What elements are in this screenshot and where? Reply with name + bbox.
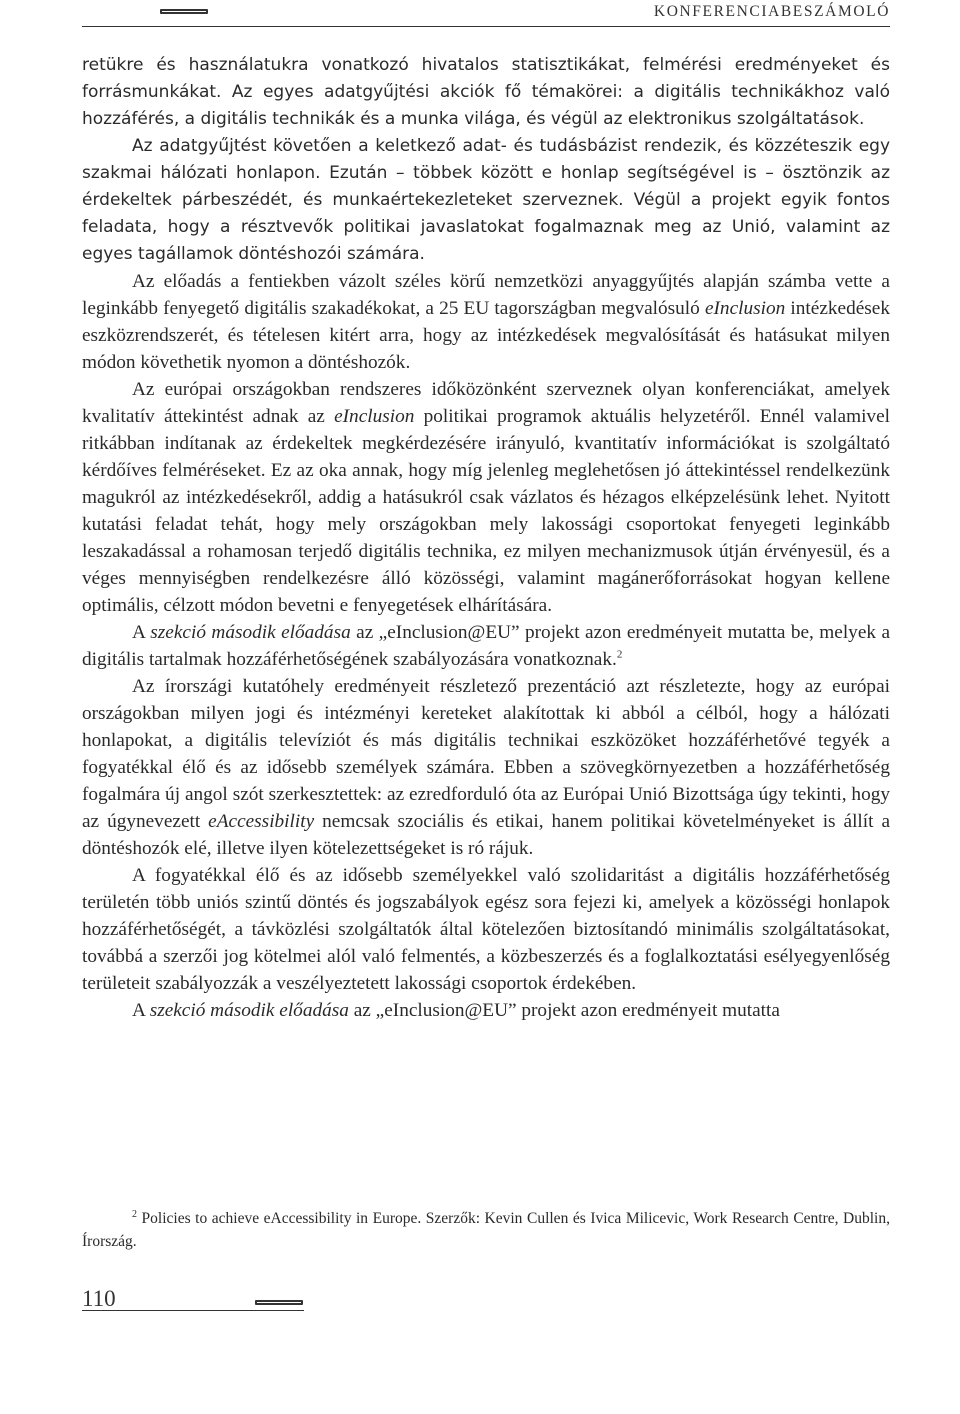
article-body [82, 52, 890, 1024]
header-ornament [160, 9, 208, 14]
footnote-reference: 2 [616, 648, 623, 661]
paragraph-8-italic: szekció második előadása [149, 1000, 349, 1021]
paragraph-3 [82, 268, 890, 376]
running-header-title: KONFERENCIABESZÁMOLÓ [653, 3, 890, 20]
paragraph-1: retükre és használatukra vonatkozó hivatalos statisztikákat, felmérési eredményeket és forrásmunkákat. Az egyes adatgyűjtési akciók fő témakörei: a digitális technikákhoz való hozzáférés, a digitális technikák és a munka világa, és végül az elektronikus szolgáltatások. [82, 55, 890, 129]
footer-ornament [255, 1300, 303, 1305]
paragraph-8-after: az „eInclusion@EU” projekt azon eredményeit mutatta [348, 1000, 780, 1021]
paragraph-4-italic: eInclusion [334, 406, 415, 427]
paragraph-8-before: A [132, 1000, 150, 1021]
paragraph-3-italic: eInclusion [704, 298, 786, 319]
paragraph-3-after: intézkedések eszközrendszerét, és tételesen kitért arra, hogy az intézkedések megvalósítását és hatásukat milyen módon követhetik nyomon a döntéshozók. [82, 298, 890, 373]
paragraph-3-before: Az előadás a fentiekben vázolt széles körű nemzetközi anyaggyűjtés alapján számba vette a leginkább fenyegető digitális szakadékokat, a 25 EU tagországban megvalósuló [82, 271, 890, 319]
paragraph-5-italic: szekció második előadása [150, 622, 351, 643]
paragraph-2: Az adatgyűjtést követően a keletkező adat- és tudásbázist rendezik, és közzéteszik egy szakmai hálózati honlapon. Ezután – többek között e honlap segítségével is – ösztönzik az érdekeltek párbeszédét, és munkaértekezleteket szerveznek. Végül a projekt egyik fontos feladata, hogy a résztvevők politikai javaslatokat fogalmaznak meg az Unió, valamint az egyes tagállamok döntéshozói számára. [82, 136, 890, 264]
paragraph-5-after: az „eInclusion@EU” projekt azon eredményeit mutatta be, melyek a digitális tartalmak hozzáférhetőségének szabályozására vonatkoznak. [82, 622, 890, 670]
paragraph-4 [82, 376, 890, 619]
paragraph-6-before: Az írországi kutatóhely eredményeit részletező prezentáció azt részletezte, hogy az európai országokban milyen jogi és intézményi kereteket alakítottak ki abból a célból, hogy a hálózati honlapokat, a digitális televíziót és más digitális technikai eszközöket hozzáférhetővé tegyék a fogyatékkal élő és az idősebb személyek számára. Ebben a szövegkörnyezetben a hozzáférhetőség fogalmára új angol szót szerkesztettek: az ezredforduló óta az Európai Unió Bizottsága úgy tekinti, hogy az úgynevezett [82, 676, 890, 832]
paragraph-4-after: politikai programok aktuális helyzetéről. Ennél valamivel ritkábban indítanak az érdekeltek megkérdezésére irányuló, kvantitatív információkat is szolgáltató kérdőíves felméréseket. Ez az oka annak, hogy míg jelenleg meglehetősen jó áttekintéssel rendelkezünk magukról az intézkedésekről, addig a hatásukról csak vázlatos és hézagos elképzelésünk lehet. Nyitott kutatási feladat tehát, hogy mely országokban mely lakossági csoportokat fenyegeti leginkább leszakadással a rohamosan terjedő digitális technika, ez milyen mechanizmusok útján érvényesül, és a véges mennyiségben rendelkezésre álló közösségi, valamint magánerőforrásokat hogyan kellene optimális, célzott módon bevetni e fenyegetések elhárítására. [82, 406, 890, 616]
paragraph-5-before: A [132, 622, 151, 643]
paragraph-4-before: Az európai országokban rendszeres időközönként szerveznek olyan konferenciákat, amelyek kvalitatív áttekintést adnak az [82, 379, 890, 427]
footnote-number: 2 [132, 1208, 137, 1220]
running-header [0, 0, 960, 40]
paragraph-6 [82, 673, 890, 862]
paragraph-6-after: nemcsak szociális és etikai, hanem politikai követelményeket is állít a döntéshozók elé, illetve ilyen kötelezettségeket is ró rájuk. [82, 811, 890, 859]
footnote-text: Policies to achieve eAccessibility in Europe. Szerzők: Kevin Cullen és Ivica Milicevic, Work Research Centre, Dublin, Írország. [82, 1210, 890, 1250]
footer-rule [82, 1310, 304, 1311]
paragraph-5 [82, 619, 890, 673]
header-rule [82, 26, 890, 27]
paragraph-6-italic: eAccessibility [208, 811, 315, 832]
footnote [82, 1207, 890, 1253]
paragraph-8 [82, 997, 890, 1024]
paragraph-7: A fogyatékkal élő és az idősebb személyekkel való szolidaritást a digitális hozzáférhetőség területén több uniós szintű döntés és jogszabályok egész sora fejezi ki, amelyek a közösségi honlapok hozzáférhetőségét, a távközlési szolgáltatók által kötelezően biztosítandó minimális szolgáltatásokat, továbbá a szerzői jog kötelmei alól való felmentés, a közbeszerzés és a foglalkoztatási esélyegyenlőség területeit szabályozzák a veszélyeztetett lakossági csoportok érdekében. [82, 865, 890, 994]
page-number: 110 [82, 1286, 116, 1311]
